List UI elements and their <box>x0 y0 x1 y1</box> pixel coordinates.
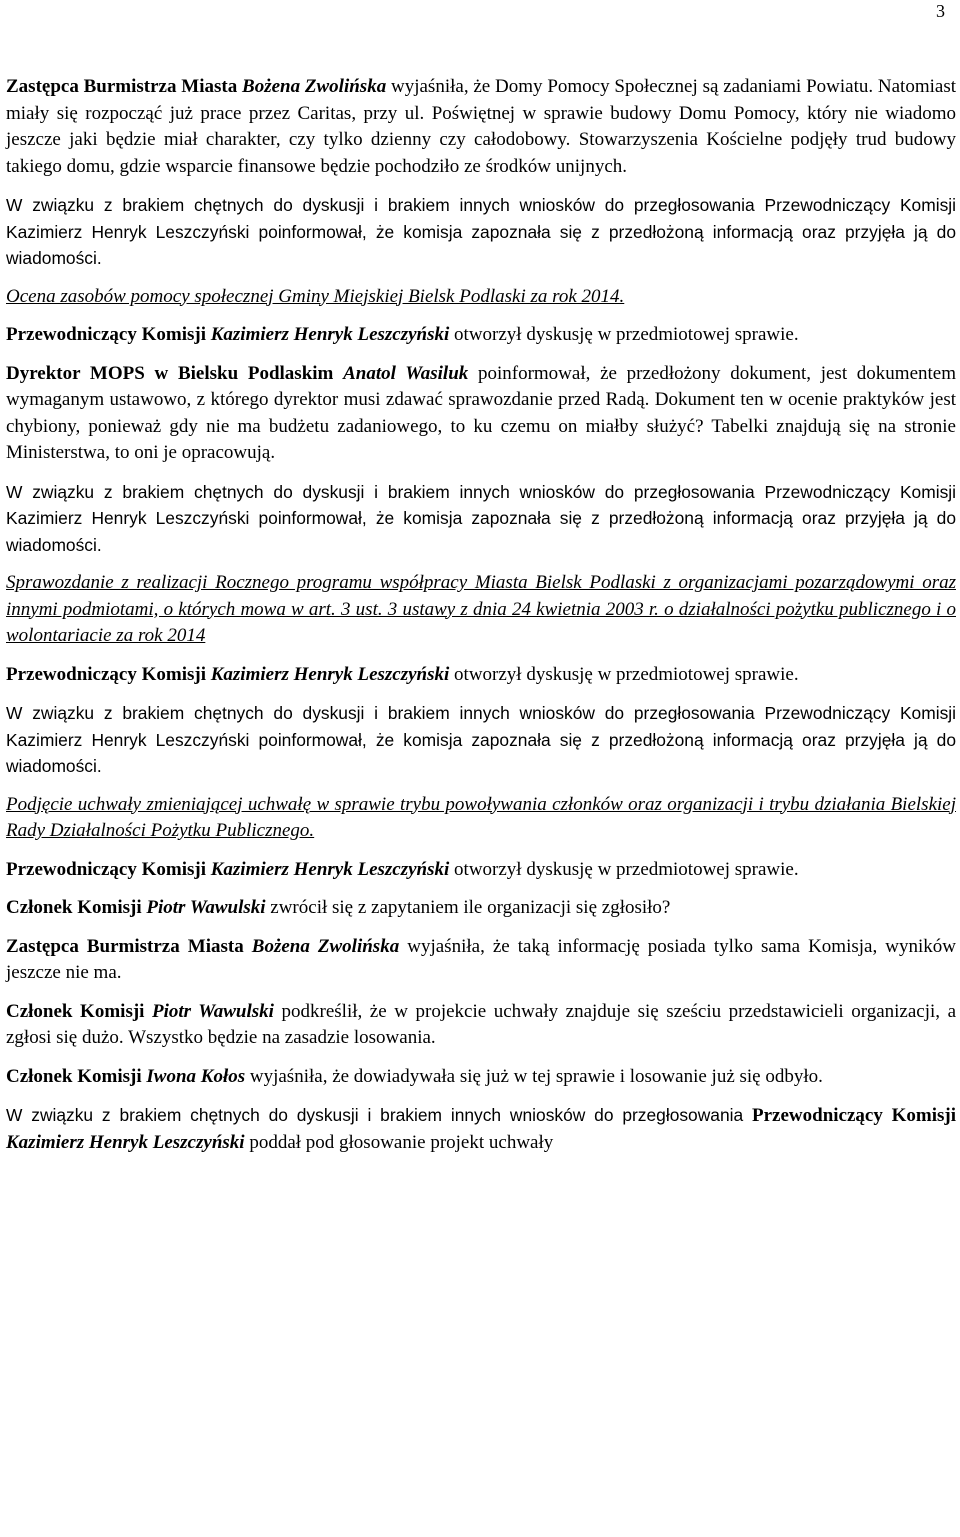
page-number: 3 <box>936 1 945 21</box>
paragraph-text: poinformował, że przedłożony dokument, jest dokumentem wymaganym ustawowo, z którego dyrektor musi zdawać sprawozdanie przed Radą. Dokument ten w ocenie praktyków jest chybiony, ponieważ gdy nie ma budżetu zadaniowego, to ku czemu on miałby służyć? Tabelki znajdują się na stronie Ministerstwa, to oni je opracowują. <box>6 362 957 463</box>
speaker-name: Bożena Zwolińska <box>242 76 387 97</box>
paragraph-text: poddał pod głosowanie projekt uchwały <box>244 1131 554 1153</box>
speaker-role: Członek Komisji <box>6 1065 147 1087</box>
paragraph-text: otworzył dyskusję w przedmiotowej sprawie. <box>449 663 799 685</box>
speaker-role: Zastępca Burmistrza Miasta <box>6 76 243 97</box>
speaker-name: Anatol Wasiluk <box>343 362 469 384</box>
speaker-role: Członek Komisji <box>6 897 147 918</box>
paragraph-zwolinska-intro <box>6 74 956 180</box>
paragraph-chair-open-2 <box>6 662 956 689</box>
speaker-name: Kazimierz Henryk Leszczyński <box>210 858 450 880</box>
speaker-role: Przewodniczący Komisji <box>6 858 211 880</box>
document-body <box>6 74 956 1156</box>
speaker-role: Przewodniczący Komisji <box>6 663 211 685</box>
paragraph-text: otworzył dyskusję w przedmiotowej sprawie. <box>449 858 799 880</box>
speaker-role: Członek Komisji <box>6 1000 152 1022</box>
paragraph-text: podkreślił, że w projekcie uchwały znajduje się sześciu przedstawicieli organizacji, a zgłosi się dużo. Wszystko będzie na zasadzie losowania. <box>6 1000 956 1048</box>
speaker-role: Zastępca Burmistrza Miasta <box>6 935 252 957</box>
paragraph-no-discussion-1: W związku z brakiem chętnych do dyskusji i brakiem innych wniosków do przegłosowania Przewodniczący Komisji Kazimierz Henryk Leszczyński poinformował, że komisja zapoznała się z przedłożoną informacją oraz przyjęła ją do wiadomości. <box>6 195 956 268</box>
speaker-role: Przewodniczący Komisji <box>6 324 211 345</box>
paragraph-chair-open-3 <box>6 857 956 884</box>
speaker-name: Kazimierz Henryk Leszczyński <box>210 663 450 685</box>
speaker-name: Kazimierz Henryk Leszczyński <box>6 1131 245 1153</box>
paragraph-text: wyjaśniła, że taką informację posiada tylko sama Komisja, wyników jeszcze nie ma. <box>6 935 956 983</box>
paragraph-mops <box>6 361 956 467</box>
paragraph-wawulski-remark <box>6 999 956 1052</box>
speaker-name: Piotr Wawulski <box>146 897 266 918</box>
agenda-topic-1: Ocena zasobów pomocy społecznej Gminy Miejskiej Bielsk Podlaski za rok 2014. <box>6 285 625 307</box>
speaker-role: Przewodniczący Komisji <box>752 1105 956 1126</box>
speaker-name: Bożena Zwolińska <box>251 935 400 957</box>
paragraph-text: wyjaśniła, że Domy Pomocy Społecznej są zadaniami Powiatu. Natomiast miały się rozpocząć już prace przez Caritas, przy ul. Poświętnej w sprawie budowy Domu Pomocy, który nie wiadomo jeszcze jaki będzie miał charakter, czy tylko dzienny czy całodobowy. Stowarzyszenia Kościelne podjęły trud budowy takiego domu, gdzie wsparcie finansowe będzie pochodziło ze środków unijnych. <box>6 76 956 177</box>
paragraph-final-vote <box>6 1102 956 1156</box>
speaker-name: Kazimierz Henryk Leszczyński <box>210 324 450 345</box>
agenda-topic-2: Sprawozdanie z realizacji Rocznego programu współpracy Miasta Bielsk Podlaski z organizacjami pozarządowymi oraz innymi podmiotami, o których mowa w art. 3 ust. 3 ustawy z dnia 24 kwietnia 2003 r. o działalności pożytku publicznego i o wolontariacie za rok 2014 <box>6 572 956 646</box>
paragraph-no-discussion-3: W związku z brakiem chętnych do dyskusji i brakiem innych wniosków do przegłosowania Przewodniczący Komisji Kazimierz Henryk Leszczyński poinformował, że komisja zapoznała się z przedłożoną informacją oraz przyjęła ją do wiadomości. <box>6 703 956 776</box>
paragraph-text: wyjaśniła, że dowiadywała się już w tej sprawie i losowanie już się odbyło. <box>245 1065 823 1087</box>
speaker-role: Dyrektor MOPS w Bielsku Podlaskim <box>6 362 344 384</box>
paragraph-text: zwrócił się z zapytaniem ile organizacji się zgłosiło? <box>265 897 671 918</box>
paragraph-kolos <box>6 1064 956 1091</box>
speaker-name: Iwona Kołos <box>146 1065 246 1087</box>
speaker-name: Piotr Wawulski <box>152 1000 274 1022</box>
agenda-topic-3: Podjęcie uchwały zmieniającej uchwałę w sprawie trybu powoływania członków oraz organizacji i trybu działania Bielskiej Rady Działalności Pożytku Publicznego. <box>6 793 956 841</box>
paragraph-no-discussion-2: W związku z brakiem chętnych do dyskusji i brakiem innych wniosków do przegłosowania Przewodniczący Komisji Kazimierz Henryk Leszczyński poinformował, że komisja zapoznała się z przedłożoną informacją oraz przyjęła ją do wiadomości. <box>6 481 956 555</box>
paragraph-text: otworzył dyskusję w przedmiotowej sprawie. <box>449 324 799 345</box>
paragraph-text: W związku z brakiem chętnych do dyskusji i brakiem innych wniosków do przegłosowania <box>6 1105 753 1125</box>
paragraph-zwolinska-answer <box>6 934 956 987</box>
paragraph-chair-open-1 <box>6 322 956 349</box>
paragraph-wawulski-question <box>6 895 956 922</box>
